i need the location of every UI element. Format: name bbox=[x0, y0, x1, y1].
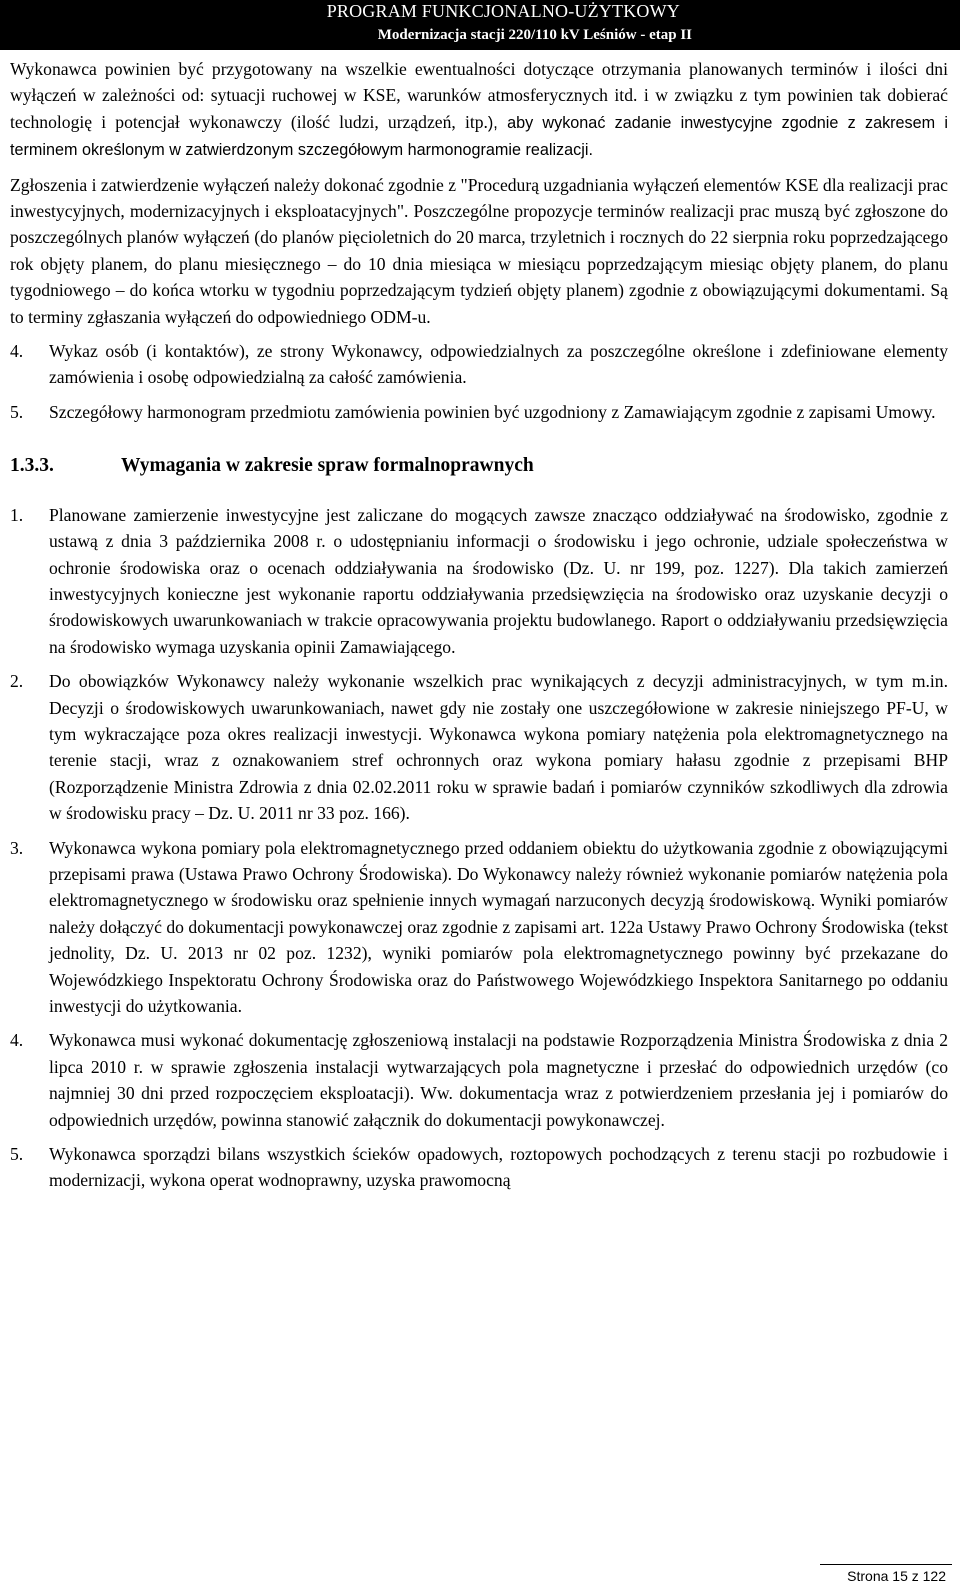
list-number: 5. bbox=[10, 401, 24, 422]
list-text: Wykonawca sporządzi bilans wszystkich ścieków opadowych, roztopowych pochodzących z terenu stacji po rozbudowie i modernizacji, wykona operat wodnoprawny, uzyska prawomocną bbox=[49, 1144, 948, 1191]
list-number: 3. bbox=[10, 837, 24, 858]
list-item bbox=[10, 668, 948, 826]
list-text: Planowane zamierzenie inwestycyjne jest zaliczane do mogących zawsze znacząco oddziaływać na środowisko, zgodnie z ustawą z dnia 3 października 2008 r. o udostępnianiu informacji o środowisku i jego ochronie, udziale społeczeństwa w ochronie środowiska oraz o ocenach oddziaływania na środowisko (Dz. U. nr 199, poz. 1227). Dla takich zamierzeń inwestycyjnych konieczne jest wykonanie raportu oddziaływania przedsięwzięcia na środowisko oraz uzyskanie decyzji o środowiskowych uwarunkowaniach w trakcie opracowywania projektu budowlanego. Raport o oddziaływaniu przedsięwzięcia na środowisko wymaga uzyskania opinii Zamawiającego. bbox=[49, 504, 948, 657]
footer-divider bbox=[820, 1564, 952, 1565]
list-text: Wykonawca musi wykonać dokumentację zgłoszeniową instalacji na podstawie Rozporządzenia Ministra Środowiska z dnia 2 lipca 2010 r. w sprawie zgłoszenia instalacji wytwarzających pola magnetyczne i przesłać do odpowiednich urzędów (co najmniej 30 dni przed rozpoczęciem eksploatacji). Ww. dokumentacja wraz z potwierdzeniem przesłania jej i pomiarów do odpowiednich urzędów, powinna stanowić załącznik do dokumentacji powykonawczej. bbox=[49, 1030, 948, 1130]
document-subtitle: Modernizacja stacji 220/110 kV Leśniów - etap II bbox=[377, 27, 692, 43]
list-item bbox=[10, 338, 948, 391]
list-item bbox=[10, 1141, 948, 1194]
list-text: Wykaz osób (i kontaktów), ze strony Wykonawcy, odpowiedzialnych za poszczególne określone i zdefiniowane elementy zamówienia i osobę odpowiedzialną za całość zamówienia. bbox=[49, 341, 948, 388]
list-number: 4. bbox=[10, 341, 24, 362]
list-text: Do obowiązków Wykonawcy należy wykonanie wszelkich prac wynikających z decyzji administracyjnych, w tym m.in. Decyzji o środowiskowych uwarunkowaniach, nawet gdy nie zostały one uszczegółowione w zakresie niniejszego PF-U, w tym wykraczające poza okres realizacji inwestycji. Wykonawca wykona pomiary natężenia pola elektromagnetycznego na terenie stacji, wraz z oznakowaniem stref ochronnych oraz wykona pomiary hałasu zgodnie z przepisami BHP (Rozporządzenie Ministra Zdrowia z dnia 02.02.2011 roku w sprawie badań i pomiarów czynników szkodliwych dla zdrowia w środowisku pracy – Dz. U. 2011 nr 33 poz. 166). bbox=[49, 671, 948, 824]
intro-paragraph-2: Zgłoszenia i zatwierdzenie wyłączeń należy dokonać zgodnie z "Procedurą uzgadniania wyłączeń elementów KSE dla realizacji prac inwestycyjnych, modernizacyjnych i eksploatacyjnych". Poszczególne propozycje terminów realizacji prac muszą być zgłoszone do poszczególnych planów wyłączeń (do planów pięcioletnich do 20 marca, trzyletnich i rocznych do 22 sierpnia roku poprzedzającego rok objęty planem, do planu miesięcznego – do 10 dnia miesiąca w miesiącu poprzedzającym miesiąc objęty planem, do planu tygodniowego – do końca wtorku w tygodniu poprzedzającym tydzień objęty planem) zgodnie z obowiązującymi dokumentami. Są to terminy zgłaszania wyłączeń do odpowiedniego ODM-u. bbox=[10, 174, 948, 327]
document-title: PROGRAM FUNKCJONALNO-UŻYTKOWY bbox=[326, 1, 680, 21]
list-number: 5. bbox=[10, 1144, 24, 1165]
list-item bbox=[10, 502, 948, 660]
page-number: Strona 15 z 122 bbox=[847, 1568, 946, 1584]
page-header bbox=[0, 0, 960, 50]
list-item bbox=[10, 399, 948, 425]
intro-text-serif: Wykonawca powinien być przygotowany na wszelkie ewentualności dotyczące otrzymania planowanych terminów i ilości dni wyłączeń w zależności od: sytuacji ruchowej w KSE, warunków atmosferycznych itd. i w związku z tym powinien tak dobierać technologię i potencjał wykonawczy (ilość ludzi, urządzeń, itp. bbox=[10, 59, 948, 132]
section-heading bbox=[10, 453, 948, 479]
list-number: 4. bbox=[10, 1030, 24, 1051]
intro-paragraph-1 bbox=[10, 56, 948, 164]
intro-text-sans: ), aby wykonać zadanie inwestycyjne zgodnie z zakresem i terminem określonym w zatwierdzonym szczegółowym harmonogramie realizacji. bbox=[10, 113, 948, 160]
list-number: 1. bbox=[10, 504, 24, 525]
list-number: 2. bbox=[10, 671, 24, 692]
document-body bbox=[10, 56, 948, 1194]
list-text: Szczegółowy harmonogram przedmiotu zamówienia powinien być uzgodniony z Zamawiającym zgodnie z zapisami Umowy. bbox=[49, 401, 936, 422]
section-number: 1.3.3. bbox=[10, 455, 54, 477]
list-item bbox=[10, 1027, 948, 1133]
section-title: Wymagania w zakresie spraw formalnoprawnych bbox=[121, 455, 534, 477]
list-text: Wykonawca wykona pomiary pola elektromagnetycznego przed oddaniem obiektu do użytkowania zgodnie z obowiązującymi przepisami prawa (Ustawa Prawo Ochrony Środowiska). Do Wykonawcy należy również wykonanie pomiarów natężenia pola elektromagnetycznego w środowisku oraz spełnienie innych wymagań narzuconych decyzją środowiskową. Wyniki pomiarów należy dołączyć do dokumentacji powykonawczej oraz zgodnie z zapisami art. 122a Ustawy Prawo Ochrony Środowiska (tekst jednolity, Dz. U. 2013 nr 02 poz. 1232), wyniki pomiarów pola elektromagnetycznego powinny być przekazane do Wojewódzkiego Inspektoratu Ochrony Środowiska oraz do Państwowego Wojewódzkiego Inspektora Sanitarnego po oddaniu inwestycji do użytkowania. bbox=[49, 837, 948, 1016]
list-item bbox=[10, 835, 948, 1020]
